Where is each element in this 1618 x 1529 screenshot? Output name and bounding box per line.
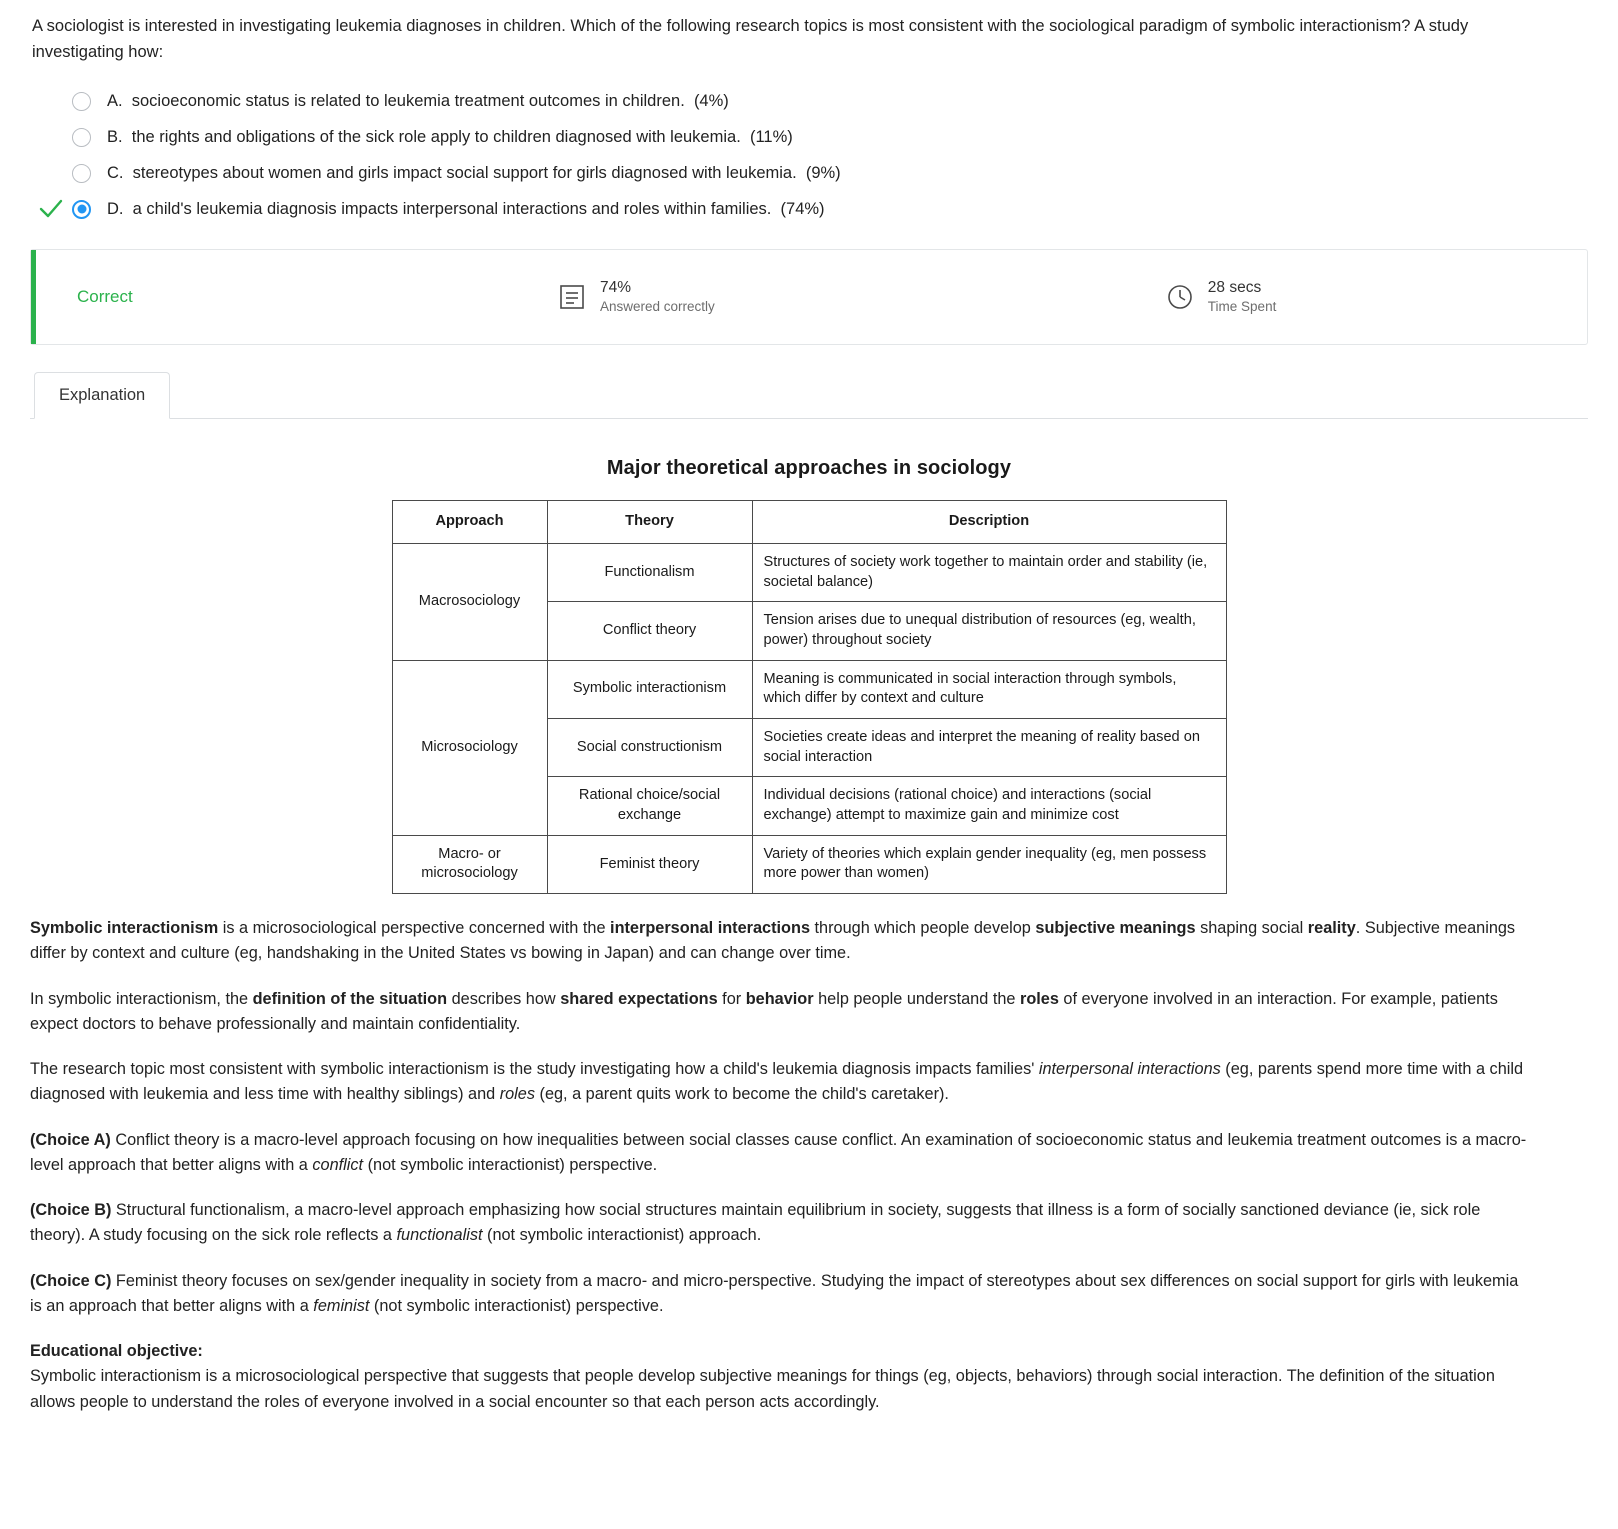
educational-objective-heading: Educational objective: xyxy=(30,1342,203,1361)
choice-label: A. socioeconomic status is related to leukemia treatment outcomes in children. (4%) xyxy=(107,91,729,110)
choice-row[interactable] xyxy=(30,191,1588,227)
choice-label: B. the rights and obligations of the sick role apply to children diagnosed with leukemia. (11%) xyxy=(107,127,793,146)
description-cell: Structures of society work together to maintain order and stability (ie, societal balance) xyxy=(752,543,1226,601)
theory-cell: Functionalism xyxy=(547,543,752,601)
choice-radio-a[interactable] xyxy=(72,92,91,111)
result-banner xyxy=(30,249,1588,345)
table-head xyxy=(392,501,1226,544)
answered-correctly-stat xyxy=(557,278,715,316)
choice-row[interactable] xyxy=(30,83,1588,119)
choice-label: C. stereotypes about women and girls impact social support for girls diagnosed with leukemia. (9%) xyxy=(107,163,841,182)
theory-cell: Social constructionism xyxy=(547,718,752,776)
table-header-row xyxy=(392,501,1226,544)
answered-correctly-caption: Answered correctly xyxy=(600,299,715,315)
choice-label: D. a child's leukemia diagnosis impacts interpersonal interactions and roles within families. (74%) xyxy=(107,199,825,218)
result-status: Correct xyxy=(77,287,133,307)
description-cell: Societies create ideas and interpret the meaning of reality based on social interaction xyxy=(752,718,1226,776)
answer-choices xyxy=(30,83,1588,227)
description-cell: Individual decisions (rational choice) and interactions (social exchange) attempt to maximize gain and minimize cost xyxy=(752,777,1226,835)
stats-icon xyxy=(557,282,587,312)
explanation-body xyxy=(30,916,1588,1415)
table-row xyxy=(392,835,1226,893)
explanation-paragraph: (Choice B) Structural functionalism, a macro-level approach emphasizing how social structures maintain equilibrium in society, suggests that illness is a form of socially sanctioned deviance (ie, sick role theory). A study focusing on the sick role reflects a functionalist (not symbolic interactionist) approach. xyxy=(30,1201,1481,1245)
choice-row[interactable] xyxy=(30,155,1588,191)
description-cell: Tension arises due to unequal distribution of resources (eg, wealth, power) throughout society xyxy=(752,602,1226,660)
choice-row[interactable] xyxy=(30,119,1588,155)
theoretical-approaches-table xyxy=(392,500,1227,894)
theory-cell: Conflict theory xyxy=(547,602,752,660)
table-row xyxy=(392,660,1226,718)
explanation-paragraph: In symbolic interactionism, the definition of the situation describes how shared expectations for behavior help people understand the roles of everyone involved in an interaction. For example, patients expect doctors to behave professionally and maintain confidentiality. xyxy=(30,989,1498,1033)
explanation-paragraph: Symbolic interactionism is a microsociological perspective concerned with the interpersonal interactions through which people develop subjective meanings shaping social reality. Subjective meanings differ by context and culture (eg, handshaking in the United States vs bowing in Japan) and can change over time. xyxy=(30,919,1516,963)
tab-bar xyxy=(30,371,1588,419)
tab-explanation[interactable]: Explanation xyxy=(34,372,170,419)
question-stem: A sociologist is interested in investigating leukemia diagnoses in children. Which of the following research topics is most consistent with the sociological paradigm of symbolic interactionism? A study investigating how: xyxy=(32,17,1469,61)
answered-correctly-value: 74% xyxy=(600,279,632,297)
description-cell: Variety of theories which explain gender inequality (eg, men possess more power than women) xyxy=(752,835,1226,893)
time-spent-text xyxy=(1208,278,1277,316)
approach-cell: Macro- or microsociology xyxy=(392,835,547,893)
figure-title: Major theoretical approaches in sociology xyxy=(606,457,1012,480)
clock-icon xyxy=(1165,282,1195,312)
time-spent-value: 28 secs xyxy=(1207,279,1262,297)
explanation-paragraph: (Choice A) Conflict theory is a macro-level approach focusing on how inequalities between social classes cause conflict. An examination of socioeconomic status and leukemia treatment outcomes is a macro-level approach that better aligns with a conflict (not symbolic interactionist) perspective. xyxy=(30,1130,1527,1174)
table-header-cell: Description xyxy=(752,501,1226,544)
description-cell: Meaning is communicated in social interaction through symbols, which differ by context and culture xyxy=(752,660,1226,718)
correct-check-icon xyxy=(30,196,72,222)
table-header-cell: Approach xyxy=(392,501,547,544)
explanation-paragraph: The research topic most consistent with symbolic interactionism is the study investigating how a child's leukemia diagnosis impacts families' interpersonal interactions (eg, parents spend more time with a child diagnosed with leukemia and less time with healthy siblings) and roles (eg, a parent quits work to become the child's caretaker). xyxy=(30,1060,1524,1104)
table-body xyxy=(392,543,1226,893)
choice-radio-c[interactable] xyxy=(72,164,91,183)
table-row xyxy=(392,543,1226,601)
time-spent-caption: Time Spent xyxy=(1207,299,1277,315)
choice-radio-b[interactable] xyxy=(72,128,91,147)
time-spent-stat xyxy=(1165,278,1277,316)
table-header-cell: Theory xyxy=(547,501,752,544)
explanation-paragraph: (Choice C) Feminist theory focuses on sex/gender inequality in society from a macro- and micro-perspective. Studying the impact of stereotypes about sex differences on social support for girls with leukemia is an approach that better aligns with a feminist (not symbolic interactionist) perspective. xyxy=(30,1271,1519,1315)
theoretical-approaches-figure xyxy=(30,457,1588,894)
theory-cell: Symbolic interactionism xyxy=(547,660,752,718)
choice-radio-d[interactable] xyxy=(72,200,91,219)
approach-cell: Microsociology xyxy=(392,660,547,835)
approach-cell: Macrosociology xyxy=(392,543,547,660)
educational-objective-body: Symbolic interactionism is a microsociological perspective that suggests that people develop subjective meanings for things (eg, objects, behaviors) through social interaction. The definition of the situation allows people to understand the roles of everyone involved in a social encounter so that each person acts accordingly. xyxy=(30,1367,1495,1411)
theory-cell: Rational choice/social exchange xyxy=(547,777,752,835)
theory-cell: Feminist theory xyxy=(547,835,752,893)
answered-correctly-text xyxy=(600,278,715,316)
